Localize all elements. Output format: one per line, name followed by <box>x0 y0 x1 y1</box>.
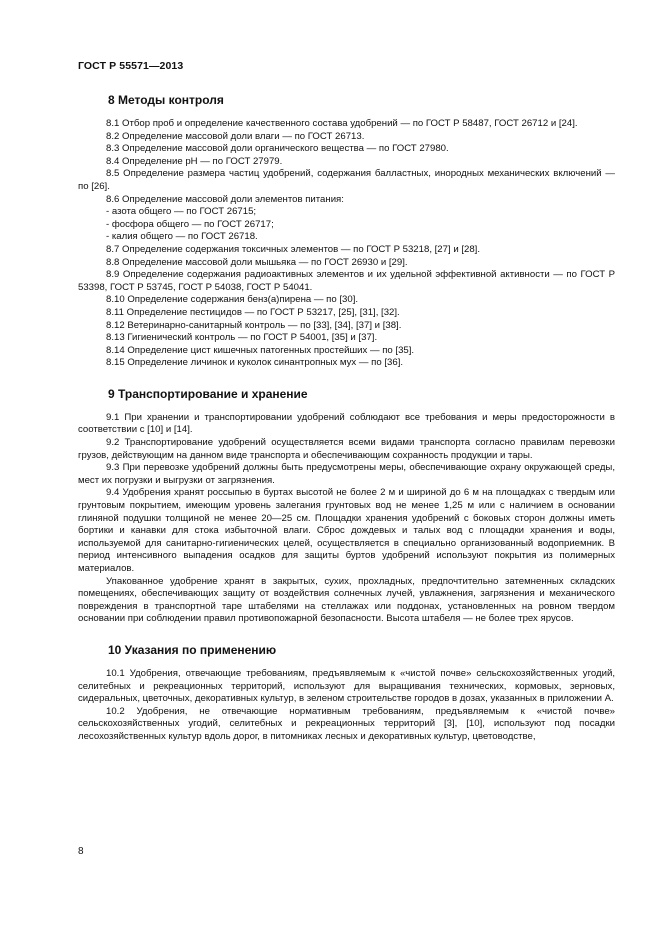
paragraph-8-15: 8.15 Определение личинок и куколок синантропных мух — по [36]. <box>106 357 404 369</box>
section-10-application <box>78 642 615 744</box>
standard-header: ГОСТ Р 55571—2013 <box>78 60 184 72</box>
paragraph-8-1: 8.1 Отбор проб и определение качественного состава удобрений — по ГОСТ Р 58487, ГОСТ 26712 и [24]. <box>106 118 578 129</box>
paragraph-8-12: 8.12 Ветеринарно-санитарный контроль — по [33], [34], [37] и [38]. <box>106 319 402 331</box>
paragraph-8-9: 8.9 Определение содержания радиоактивных элементов и их удельной эффективной активности — по ГОСТ Р 53398, ГОСТ Р 53745, ГОСТ Р 54038, ГОСТ Р 54041. <box>78 269 615 293</box>
list-item-phosphorus: - фосфора общего — по ГОСТ 26717; <box>106 218 274 230</box>
paragraph-8-8: 8.8 Определение массовой доли мышьяка — по ГОСТ 26930 и [29]. <box>106 256 408 268</box>
paragraph-9-packed-storage: Упакованное удобрение хранят в закрытых, сухих, прохладных, предпочтительно затемненных складских помещениях, обеспечивающих защиту от воздействия солнечных лучей, увлажнения, загрязнения и механического повреждения в транспортной таре штабелями на стеллажах или поддонах, установленных на ровном твердом основании при соблюдении правил противопожарной безопасности. Высота штабеля — не более трех ярусов. <box>78 575 615 625</box>
paragraph-8-11: 8.11 Определение пестицидов — по ГОСТ Р 53217, [25], [31], [32]. <box>106 306 400 318</box>
section-8-test-methods <box>78 92 615 370</box>
paragraph-8-5: 8.5 Определение размера частиц удобрений, содержания балластных, инородных механических включений — по [26]. <box>78 168 615 192</box>
paragraph-10-2: 10.2 Удобрения, не отвечающие нормативным требованиям, предъявляемым к «чистой почве» сельскохозяйственных угодий, селитебных и рекреационных территорий [3], [10], используют под посадки лесохозяйственных культур вдоль дорог, в питомниках лесных и декоративных культур, цветоводстве, <box>78 705 615 742</box>
paragraph-9-3: 9.3 При перевозке удобрений должны быть предусмотрены меры, обеспечивающие охрану окружающей среды, мест их погрузки и выгрузки от загрязнения. <box>78 462 615 486</box>
section-title: 10 Указания по применению <box>108 642 277 657</box>
document-body <box>78 92 615 744</box>
paragraph-8-13: 8.13 Гигиенический контроль — по ГОСТ Р 54001, [35] и [37]. <box>106 332 378 344</box>
paragraph-8-4: 8.4 Определение рН — по ГОСТ 27979. <box>106 155 283 167</box>
paragraph-10-1: 10.1 Удобрения, отвечающие требованиям, предъявляемым к «чистой почве» сельскохозяйственных угодий, селитебных и рекреационных территорий, используют для выращивания технических, кормовых, зерновых, сидеральных, цветочных, декоративных культур, в зеленом строительстве городов в дозах, указанных в приложении А. <box>78 667 615 705</box>
paragraph-8-3: 8.3 Определение массовой доли органического вещества — по ГОСТ 27980. <box>106 143 449 155</box>
paragraph-9-2: 9.2 Транспортирование удобрений осуществляется всеми видами транспорта согласно правилам перевозки грузов, действующим на данном виде транспорта и обеспечивающим сохранность продукции и тары. <box>78 437 615 461</box>
paragraph-9-4: 9.4 Удобрения хранят россыпью в буртах высотой не более 2 м и шириной до 6 м на площадках с твердым или грунтовым покрытием, имеющим уровень залегания грунтовых вод не менее 1,25 м или с наличием в основании глиняной подушки толщиной не менее 20—25 см. Площадки хранения удобрений с боковых сторон должны иметь бортики и канавки для стока избыточной влаги. Сброс дождевых и талых вод с площадки хранения и воды, используемой для санитарно-гигиенических целей, осуществляется в специально организованный водоприемник. В период интенсивного выпадения осадков для защиты буртов удобрений используют покрытия из полимерных материалов. <box>78 487 615 574</box>
paragraph-8-2: 8.2 Определение массовой доли влаги — по ГОСТ 26713. <box>106 130 365 142</box>
paragraph-8-14: 8.14 Определение цист кишечных патогенных простейших — по [35]. <box>106 344 415 356</box>
section-title: 8 Методы контроля <box>108 93 224 107</box>
paragraph-8-6: 8.6 Определение массовой доли элементов питания: <box>106 193 344 205</box>
paragraph-8-7: 8.7 Определение содержания токсичных элементов — по ГОСТ Р 53218, [27] и [28]. <box>106 243 481 255</box>
paragraph-9-1: 9.1 При хранении и транспортировании удобрений соблюдают все требования и меры предосторожности в соответствии с [10] и [14]. <box>78 411 615 436</box>
section-title: 9 Транспортирование и хранение <box>108 386 308 401</box>
page-number: 8 <box>78 846 84 857</box>
list-item-potassium: - калия общего — по ГОСТ 26718. <box>106 231 258 243</box>
list-item-nitrogen: - азота общего — по ГОСТ 26715; <box>106 206 257 218</box>
section-9-transport-storage <box>78 386 615 626</box>
paragraph-8-10: 8.10 Определение содержания бенз(а)пирена — по [30]. <box>106 294 359 306</box>
